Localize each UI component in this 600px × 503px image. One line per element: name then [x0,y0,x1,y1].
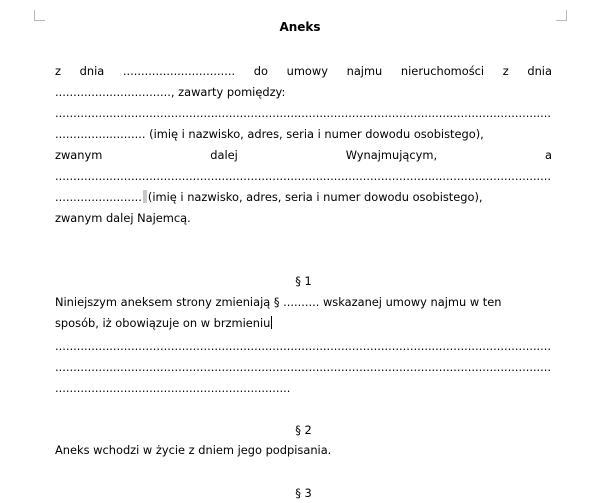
landlord-blank-line [55,104,552,122]
landlord-name-line [55,146,552,164]
section-1-blank-line-1 [55,337,552,355]
word: nieruchomości [400,64,485,78]
word: zwanym [55,148,103,162]
word: z [55,64,61,78]
word: z [502,64,509,78]
intro-line-2: ................................, zawarty pomiędzy: [55,85,286,99]
document-title: Aneks [279,20,321,34]
text-cursor-highlight [143,190,147,203]
section-3-heading: § 3 [295,486,312,500]
tenant-blank-line [55,167,552,185]
word: Wynajmującym, [345,148,438,162]
tenant-id-blank: ........................ [55,190,142,204]
word: do [253,64,268,78]
section-2-heading: § 2 [295,423,312,437]
section-1-text: sposób, iż obowiązuje on w brzmieniu [55,316,271,330]
word: dnia [527,64,552,78]
tenant-name-line: zwanym dalej Najemcą. [55,211,191,225]
landlord-details-line: ......................... (imię i nazwisko, adres, seria i numer dowodu osobistego), [55,127,484,141]
text-caret [271,316,272,329]
word: a [544,148,552,162]
section-1-line-2 [55,314,552,332]
word: dalej [210,148,238,162]
tenant-details-text: (imię i nazwisko, adres, seria i numer dowodu osobistego), [147,190,483,204]
section-2-text: Aneks wchodzi w życie z dniem jego podpisania. [55,443,332,457]
section-1-line-1: Niniejszym aneksem strony zmieniają § .......... wskazanej umowy najmu w ten [55,295,502,309]
word: dnia [79,64,105,78]
date-blank: ............................... [122,64,236,78]
section-1-blank-line-2 [55,358,552,376]
tenant-details-line [55,188,552,206]
section-1-blank-line-3: ................................................................. [55,381,291,395]
word: umowy [286,64,328,78]
intro-line-1 [55,62,552,80]
word: najmu [346,64,383,78]
section-1-heading: § 1 [295,274,312,288]
